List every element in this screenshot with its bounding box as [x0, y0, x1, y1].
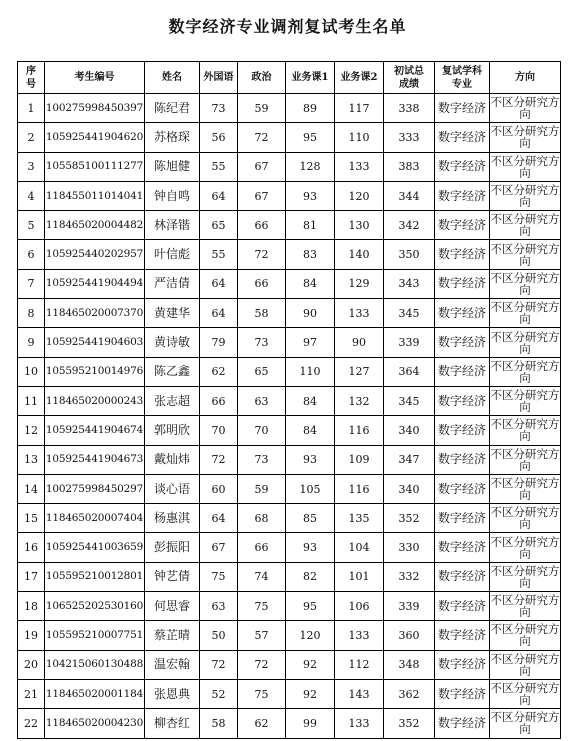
- table-row: [18, 416, 561, 445]
- cell-direction: 不区分研究方向: [490, 241, 560, 268]
- cell-candidate-id: 118465020007404: [45, 504, 145, 533]
- cell-course2: 133: [335, 299, 384, 328]
- cell-seq: 7: [18, 269, 45, 298]
- cell-candidate-id: 105595210014976: [45, 357, 145, 386]
- table-row: [18, 562, 561, 591]
- cell-candidate-id: 118465020007370: [45, 299, 145, 328]
- header-name: 姓名: [145, 62, 200, 94]
- cell-direction: 不区分研究方向: [490, 710, 560, 737]
- cell-direction: 不区分研究方向: [490, 388, 560, 415]
- cell-major: 数字经济: [435, 181, 490, 210]
- cell-course2: 120: [335, 181, 384, 210]
- cell-candidate-id: 100275998450397: [45, 94, 145, 123]
- cell-candidate-id: 118455011014041: [45, 181, 145, 210]
- cell-candidate-id: 105925441904620: [45, 123, 145, 152]
- cell-politics: 66: [238, 533, 286, 562]
- cell-course1: 93: [286, 445, 335, 474]
- cell-direction: 不区分研究方向: [490, 270, 560, 297]
- cell-name: 钟自鸣: [145, 181, 200, 210]
- cell-course1: 120: [286, 621, 335, 650]
- cell-foreign-language: 72: [200, 445, 238, 474]
- cell-seq: 5: [18, 211, 45, 240]
- cell-major: 数字经济: [435, 679, 490, 708]
- cell-seq: 22: [18, 709, 45, 738]
- cell-seq: 14: [18, 474, 45, 503]
- cell-direction: 不区分研究方向: [490, 622, 560, 649]
- cell-total-score: 338: [384, 94, 435, 123]
- cell-course1: 84: [286, 269, 335, 298]
- header-course1: 业务课1: [286, 62, 335, 94]
- cell-course1: 99: [286, 709, 335, 738]
- cell-foreign-language: 58: [200, 709, 238, 738]
- candidate-table: [17, 61, 561, 739]
- cell-foreign-language: 64: [200, 269, 238, 298]
- cell-total-score: 352: [384, 709, 435, 738]
- table-row: [18, 679, 561, 708]
- cell-course2: 132: [335, 386, 384, 415]
- cell-foreign-language: 73: [200, 94, 238, 123]
- cell-politics: 75: [238, 679, 286, 708]
- cell-major: 数字经济: [435, 504, 490, 533]
- cell-direction: 不区分研究方向: [490, 153, 560, 180]
- cell-course2: 133: [335, 621, 384, 650]
- cell-major: 数字经济: [435, 357, 490, 386]
- cell-politics: 65: [238, 357, 286, 386]
- cell-name: 林泽锴: [145, 211, 200, 240]
- cell-course1: 81: [286, 211, 335, 240]
- cell-politics: 74: [238, 562, 286, 591]
- cell-total-score: 340: [384, 416, 435, 445]
- header-politics: 政治: [238, 62, 286, 94]
- cell-name: 杨惠淇: [145, 504, 200, 533]
- cell-candidate-id: 105925441904603: [45, 328, 145, 357]
- cell-major: 数字经济: [435, 123, 490, 152]
- cell-course1: 84: [286, 416, 335, 445]
- cell-major: 数字经济: [435, 269, 490, 298]
- cell-direction: 不区分研究方向: [490, 563, 560, 590]
- cell-candidate-id: 104215060130488: [45, 650, 145, 679]
- cell-total-score: 383: [384, 152, 435, 181]
- cell-foreign-language: 67: [200, 533, 238, 562]
- table-row: [18, 269, 561, 298]
- cell-foreign-language: 62: [200, 357, 238, 386]
- table-row: [18, 299, 561, 328]
- cell-seq: 18: [18, 592, 45, 621]
- cell-course2: 106: [335, 592, 384, 621]
- cell-major: 数字经济: [435, 445, 490, 474]
- cell-foreign-language: 55: [200, 152, 238, 181]
- cell-candidate-id: 105925441904494: [45, 269, 145, 298]
- cell-candidate-id: 118465020001184: [45, 679, 145, 708]
- cell-politics: 58: [238, 299, 286, 328]
- cell-course1: 105: [286, 474, 335, 503]
- cell-foreign-language: 70: [200, 416, 238, 445]
- cell-course1: 92: [286, 679, 335, 708]
- cell-politics: 66: [238, 269, 286, 298]
- cell-politics: 72: [238, 240, 286, 269]
- cell-course2: 140: [335, 240, 384, 269]
- cell-politics: 59: [238, 94, 286, 123]
- cell-seq: 8: [18, 299, 45, 328]
- cell-course1: 92: [286, 650, 335, 679]
- cell-seq: 16: [18, 533, 45, 562]
- cell-politics: 57: [238, 621, 286, 650]
- cell-name: 黄诗敏: [145, 328, 200, 357]
- cell-name: 严洁倩: [145, 269, 200, 298]
- table-row: [18, 533, 561, 562]
- cell-total-score: 330: [384, 533, 435, 562]
- cell-total-score: 332: [384, 562, 435, 591]
- cell-total-score: 345: [384, 386, 435, 415]
- cell-politics: 67: [238, 181, 286, 210]
- cell-name: 苏格琛: [145, 123, 200, 152]
- cell-foreign-language: 66: [200, 386, 238, 415]
- table-row: [18, 328, 561, 357]
- cell-name: 温宏翰: [145, 650, 200, 679]
- cell-major: 数字经济: [435, 474, 490, 503]
- cell-seq: 4: [18, 181, 45, 210]
- cell-direction: 不区分研究方向: [490, 681, 560, 708]
- table-row: [18, 650, 561, 679]
- cell-name: 戴灿炜: [145, 445, 200, 474]
- table-row: [18, 504, 561, 533]
- cell-foreign-language: 50: [200, 621, 238, 650]
- cell-name: 张恩典: [145, 679, 200, 708]
- table-row: [18, 123, 561, 152]
- cell-candidate-id: 118465020000243: [45, 386, 145, 415]
- cell-foreign-language: 55: [200, 240, 238, 269]
- table-row: [18, 152, 561, 181]
- cell-course2: 90: [335, 328, 384, 357]
- table-row: [18, 474, 561, 503]
- cell-course2: 101: [335, 562, 384, 591]
- cell-course2: 109: [335, 445, 384, 474]
- cell-seq: 6: [18, 240, 45, 269]
- cell-total-score: 345: [384, 299, 435, 328]
- table-row: [18, 211, 561, 240]
- cell-candidate-id: 100275998450297: [45, 474, 145, 503]
- cell-foreign-language: 56: [200, 123, 238, 152]
- cell-course1: 84: [286, 386, 335, 415]
- cell-politics: 70: [238, 416, 286, 445]
- cell-direction: 不区分研究方向: [490, 446, 560, 473]
- cell-course2: 133: [335, 709, 384, 738]
- cell-name: 张志超: [145, 386, 200, 415]
- cell-candidate-id: 118465020004482: [45, 211, 145, 240]
- cell-name: 谈心语: [145, 474, 200, 503]
- cell-major: 数字经济: [435, 94, 490, 123]
- cell-candidate-id: 105585100111277: [45, 152, 145, 181]
- cell-seq: 11: [18, 386, 45, 415]
- cell-course1: 85: [286, 504, 335, 533]
- cell-major: 数字经济: [435, 621, 490, 650]
- cell-major: 数字经济: [435, 592, 490, 621]
- cell-seq: 1: [18, 94, 45, 123]
- table-row: [18, 709, 561, 738]
- table-row: [18, 621, 561, 650]
- cell-foreign-language: 64: [200, 299, 238, 328]
- cell-name: 叶信彪: [145, 240, 200, 269]
- cell-foreign-language: 65: [200, 211, 238, 240]
- cell-politics: 67: [238, 152, 286, 181]
- cell-total-score: 350: [384, 240, 435, 269]
- cell-seq: 12: [18, 416, 45, 445]
- page-title: 数字经济专业调剂复试考生名单: [168, 17, 407, 36]
- cell-politics: 63: [238, 386, 286, 415]
- cell-course2: 116: [335, 474, 384, 503]
- cell-candidate-id: 105925441904674: [45, 416, 145, 445]
- cell-politics: 72: [238, 650, 286, 679]
- header-seq: 序号: [18, 62, 45, 94]
- cell-total-score: 360: [384, 621, 435, 650]
- cell-direction: 不区分研究方向: [490, 476, 560, 502]
- cell-foreign-language: 75: [200, 562, 238, 591]
- cell-course1: 110: [286, 357, 335, 386]
- table-row: [18, 181, 561, 210]
- cell-direction: 不区分研究方向: [490, 505, 560, 532]
- cell-name: 黄建华: [145, 299, 200, 328]
- cell-course1: 128: [286, 152, 335, 181]
- cell-name: 陈乙鑫: [145, 357, 200, 386]
- header-direction: 方向: [490, 62, 561, 94]
- cell-course2: 104: [335, 533, 384, 562]
- cell-direction: 不区分研究方向: [490, 417, 560, 444]
- table-row: [18, 386, 561, 415]
- cell-candidate-id: 118465020004230: [45, 709, 145, 738]
- cell-course2: 130: [335, 211, 384, 240]
- table-row: [18, 240, 561, 269]
- cell-name: 陈纪君: [145, 94, 200, 123]
- cell-direction: 不区分研究方向: [490, 329, 560, 356]
- cell-major: 数字经济: [435, 416, 490, 445]
- cell-politics: 66: [238, 211, 286, 240]
- cell-name: 蔡芷晴: [145, 621, 200, 650]
- cell-name: 彭振阳: [145, 533, 200, 562]
- cell-candidate-id: 105595210007751: [45, 621, 145, 650]
- cell-total-score: 364: [384, 357, 435, 386]
- cell-foreign-language: 64: [200, 181, 238, 210]
- cell-seq: 19: [18, 621, 45, 650]
- cell-course1: 89: [286, 94, 335, 123]
- cell-total-score: 347: [384, 445, 435, 474]
- cell-candidate-id: 105925441003659: [45, 533, 145, 562]
- cell-major: 数字经济: [435, 562, 490, 591]
- cell-course1: 97: [286, 328, 335, 357]
- cell-name: 郭明欣: [145, 416, 200, 445]
- cell-course2: 127: [335, 357, 384, 386]
- cell-foreign-language: 52: [200, 679, 238, 708]
- cell-total-score: 339: [384, 328, 435, 357]
- cell-total-score: 333: [384, 123, 435, 152]
- cell-major: 数字经济: [435, 240, 490, 269]
- table-row: [18, 592, 561, 621]
- cell-course1: 95: [286, 123, 335, 152]
- cell-total-score: 348: [384, 650, 435, 679]
- cell-politics: 59: [238, 474, 286, 503]
- cell-seq: 3: [18, 152, 45, 181]
- cell-course1: 95: [286, 592, 335, 621]
- cell-seq: 9: [18, 328, 45, 357]
- cell-seq: 13: [18, 445, 45, 474]
- cell-total-score: 340: [384, 474, 435, 503]
- cell-major: 数字经济: [435, 152, 490, 181]
- cell-direction: 不区分研究方向: [490, 212, 560, 239]
- cell-politics: 75: [238, 592, 286, 621]
- table-header-row: [18, 62, 561, 94]
- cell-direction: 不区分研究方向: [490, 651, 560, 678]
- cell-total-score: 343: [384, 269, 435, 298]
- cell-seq: 20: [18, 650, 45, 679]
- cell-seq: 2: [18, 123, 45, 152]
- cell-name: 柳杏红: [145, 709, 200, 738]
- cell-course2: 112: [335, 650, 384, 679]
- cell-foreign-language: 64: [200, 504, 238, 533]
- cell-direction: 不区分研究方向: [490, 300, 560, 327]
- cell-total-score: 352: [384, 504, 435, 533]
- cell-direction: 不区分研究方向: [490, 183, 560, 210]
- cell-major: 数字经济: [435, 533, 490, 562]
- header-id: 考生编号: [45, 62, 145, 94]
- cell-major: 数字经济: [435, 328, 490, 357]
- cell-candidate-id: 106525202530160: [45, 592, 145, 621]
- cell-foreign-language: 72: [200, 650, 238, 679]
- cell-major: 数字经济: [435, 650, 490, 679]
- cell-major: 数字经济: [435, 709, 490, 738]
- cell-politics: 73: [238, 328, 286, 357]
- cell-course1: 82: [286, 562, 335, 591]
- table-row: [18, 357, 561, 386]
- cell-politics: 73: [238, 445, 286, 474]
- cell-course2: 135: [335, 504, 384, 533]
- cell-candidate-id: 105925440202957: [45, 240, 145, 269]
- cell-major: 数字经济: [435, 299, 490, 328]
- cell-seq: 17: [18, 562, 45, 591]
- cell-course2: 117: [335, 94, 384, 123]
- cell-candidate-id: 105925441904673: [45, 445, 145, 474]
- header-major: 复试学科专业: [435, 62, 490, 94]
- cell-name: 何思睿: [145, 592, 200, 621]
- header-total: 初试总成绩: [384, 62, 435, 94]
- cell-politics: 62: [238, 709, 286, 738]
- cell-direction: 不区分研究方向: [490, 124, 560, 151]
- cell-course2: 110: [335, 123, 384, 152]
- cell-politics: 68: [238, 504, 286, 533]
- cell-major: 数字经济: [435, 211, 490, 240]
- cell-course2: 116: [335, 416, 384, 445]
- cell-total-score: 362: [384, 679, 435, 708]
- cell-seq: 21: [18, 679, 45, 708]
- cell-course2: 143: [335, 679, 384, 708]
- cell-course1: 90: [286, 299, 335, 328]
- cell-foreign-language: 79: [200, 328, 238, 357]
- cell-foreign-language: 60: [200, 474, 238, 503]
- cell-direction: 不区分研究方向: [490, 358, 560, 385]
- cell-foreign-language: 63: [200, 592, 238, 621]
- cell-course1: 93: [286, 181, 335, 210]
- cell-total-score: 342: [384, 211, 435, 240]
- cell-politics: 72: [238, 123, 286, 152]
- cell-name: 陈旭健: [145, 152, 200, 181]
- cell-major: 数字经济: [435, 386, 490, 415]
- header-course2: 业务课2: [335, 62, 384, 94]
- cell-name: 钟艺倩: [145, 562, 200, 591]
- cell-seq: 10: [18, 357, 45, 386]
- table-row: [18, 94, 561, 123]
- cell-course2: 133: [335, 152, 384, 181]
- cell-course1: 83: [286, 240, 335, 269]
- cell-direction: 不区分研究方向: [490, 593, 560, 620]
- cell-candidate-id: 105595210012801: [45, 562, 145, 591]
- cell-direction: 不区分研究方向: [490, 534, 560, 561]
- cell-course2: 129: [335, 269, 384, 298]
- cell-total-score: 344: [384, 181, 435, 210]
- header-foreign: 外国语: [200, 62, 238, 94]
- cell-seq: 15: [18, 504, 45, 533]
- cell-direction: 不区分研究方向: [490, 95, 560, 122]
- cell-course1: 93: [286, 533, 335, 562]
- table-row: [18, 445, 561, 474]
- cell-total-score: 339: [384, 592, 435, 621]
